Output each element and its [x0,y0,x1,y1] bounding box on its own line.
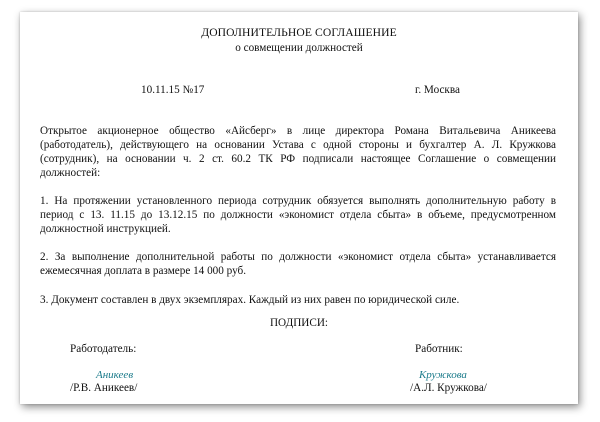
employer-name: /Р.В. Аникеев/ [70,382,138,394]
clause-2: 2. За выполнение дополнительной работы по должности «экономист отдела сбыта» устанавливается ежемесячная доплата в размере 14 000 руб. [40,251,556,277]
intro-paragraph: Открытое акционерное общество «Айсберг» в лице директора Романа Витальевича Аникеева (работодатель), действующего на основании Устава с одной стороны и бухгалтер А. Л. Кружкова (сотрудник), на основании ч. 2 ст. 60.2 ТК РФ подписали настоящее Соглашение о совмещении должностей: [40,125,556,179]
document-city: г. Москва [415,84,460,96]
employee-signature: Кружкова [419,369,467,381]
clause-1: 1. На протяжении установленного периода сотрудник обязуется выполнять дополнительную работу в период с 13. 11.15 до 13.12.15 по должности «экономист отдела сбыта» в объеме, предусмотренном должностной инструкцией. [40,195,556,235]
employer-signature: Аникеев [96,369,134,381]
document-subtitle: о совмещении должностей [235,42,363,54]
employee-role-label: Работник: [415,343,463,355]
document-page [20,12,578,404]
document-title: ДОПОЛНИТЕЛЬНОЕ СОГЛАШЕНИЕ [201,26,397,39]
employee-name: /А.Л. Кружкова/ [410,382,487,394]
signatures-heading: ПОДПИСИ: [269,317,329,329]
document-date-number: 10.11.15 №17 [141,84,205,96]
employer-role-label: Работодатель: [70,343,137,355]
clause-3: 3. Документ составлен в двух экземплярах. Каждый из них равен по юридической силе. [40,294,460,306]
